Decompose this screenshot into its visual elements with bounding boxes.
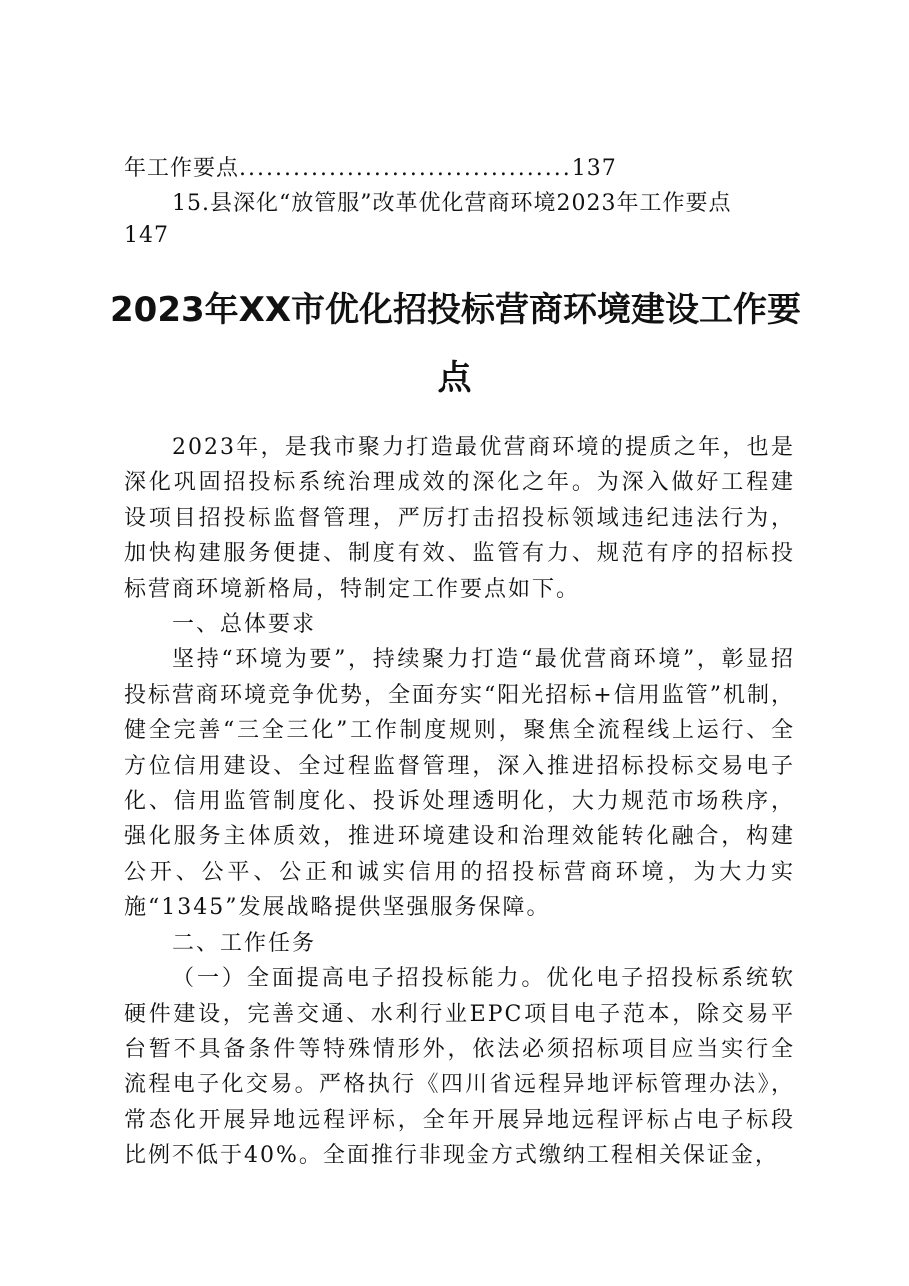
toc-page-number: 147	[124, 223, 169, 248]
intro-paragraph: 2023年，是我市聚力打造最优营商环境的提质之年，也是深化巩固招投标系统治理成效的深化之年。为深入做好工程建设项目招投标监督管理，严厉打击招投标领域违纪违法行为，加快构建服务便捷、制度有效、监管有力、规范有序的招标投标营商环境新格局，特制定工作要点如下。	[124, 435, 795, 602]
section-heading-general-requirements: 一、总体要求	[172, 612, 317, 638]
work-tasks-paragraph: （一）全面提高电子招投标能力。优化电子招投标系统软硬件建设，完善交通、水利行业EPC项目电子范本，除交易平台暂不具备条件等特殊情形外，依法必须招标项目应当实行全流程电子化交易。严格执行《四川省远程异地评标管理办法》，常态化开展异地远程评标，全年开展异地远程评标占电子标段比例不低于40%。全面推行非现金方式缴纳工程相关保证金，	[124, 966, 795, 1169]
toc-page-number: 137	[571, 156, 617, 181]
toc-entry-14[interactable]	[124, 153, 764, 185]
general-requirements-paragraph: 坚持“环境为要”，持续聚力打造“最优营商环境”，彰显招投标营商环境竞争优势，全面夯实“阳光招标+信用监管”机制，健全完善“三全三化”工作制度规则，聚焦全流程线上运行、全方位信用建设、全过程监督管理，深入推进招标投标交易电子化、信用监管制度化、投诉处理透明化，大力规范市场秩序，强化服务主体质效，推进环境建设和治理效能转化融合，构建公开、公平、公正和诚实信用的招投标营商环境，为大力实施“1345”发展战略提供坚强服务保障。	[124, 647, 795, 921]
section-heading-work-tasks: 二、工作任务	[172, 930, 317, 956]
toc-entry-15-page	[124, 220, 764, 252]
toc-entry-text: 年工作要点	[124, 156, 240, 181]
toc-leader-dots: .....................................	[239, 156, 572, 181]
toc-entry-15[interactable]	[172, 188, 792, 220]
toc-entry-text: 15.县深化“放管服”改革优化营商环境2023年工作要点	[172, 191, 732, 216]
document-title-line2: 点	[437, 358, 472, 398]
document-title-line1: 2023年XX市优化招投标营商环境建设工作要	[110, 290, 802, 330]
document-body	[124, 430, 795, 1174]
